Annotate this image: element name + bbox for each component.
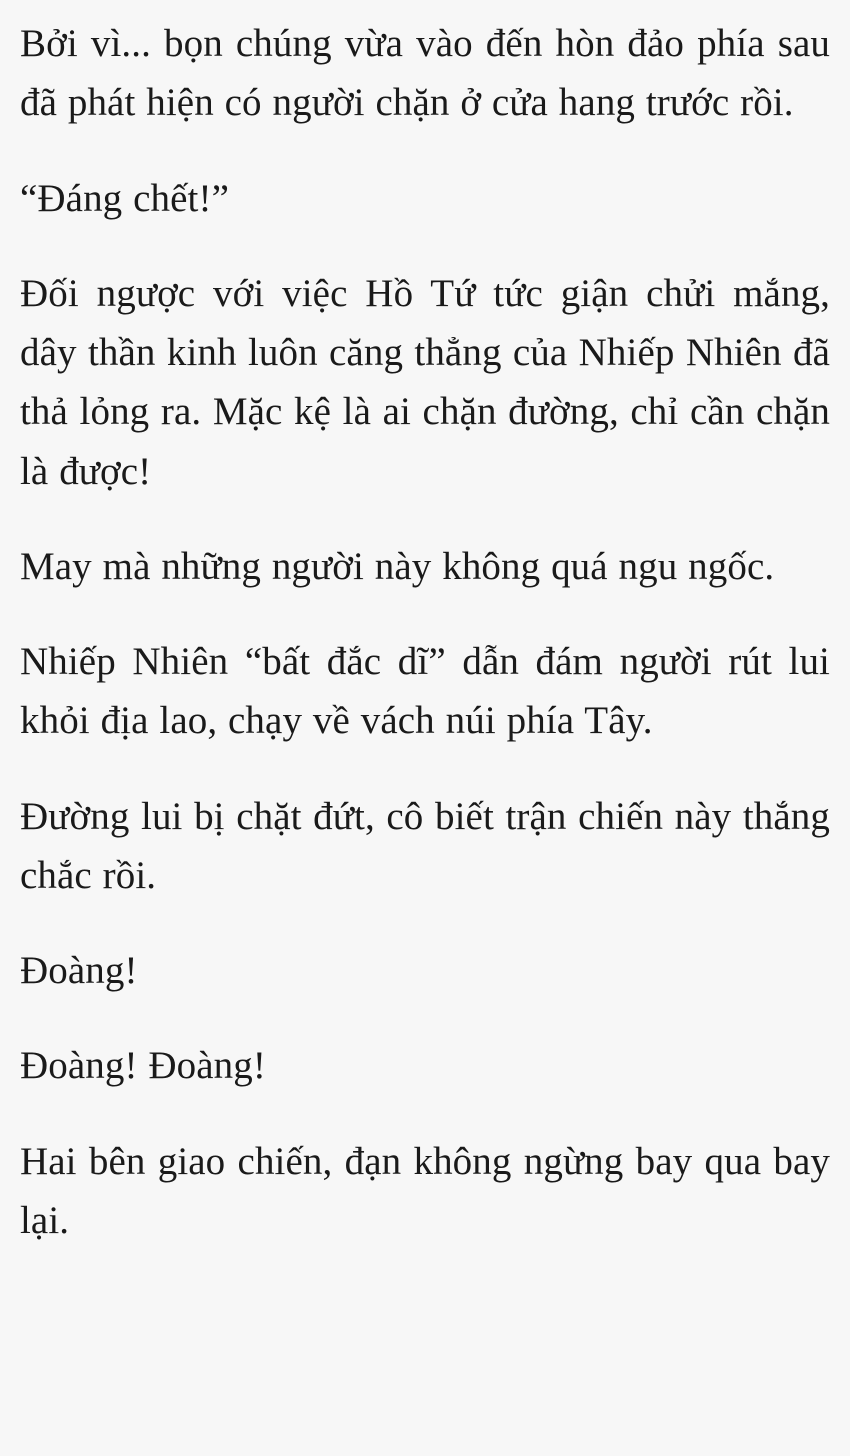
story-paragraph: Nhiếp Nhiên “bất đắc dĩ” dẫn đám người rút lui khỏi địa lao, chạy về vách núi phía Tây. (20, 640, 830, 743)
story-paragraph: Đoàng! (20, 949, 138, 993)
story-paragraph: Bởi vì... bọn chúng vừa vào đến hòn đảo phía sau đã phát hiện có người chặn ở cửa hang trước rồi. (20, 22, 830, 125)
story-paragraph: Đường lui bị chặt đứt, cô biết trận chiến này thắng chắc rồi. (20, 794, 830, 897)
story-paragraph: “Đáng chết!” (20, 176, 229, 220)
story-paragraph: Đoàng! Đoàng! (20, 1044, 266, 1088)
story-paragraph: Hai bên giao chiến, đạn không ngừng bay qua bay lại. (20, 1139, 830, 1242)
story-paragraph: May mà những người này không quá ngu ngốc. (20, 544, 775, 588)
story-paragraph: Đối ngược với việc Hồ Tứ tức giận chửi mắng, dây thần kinh luôn căng thẳng của Nhiếp Nhiên đã thả lỏng ra. Mặc kệ là ai chặn đường, chỉ cần chặn là được! (20, 271, 830, 493)
